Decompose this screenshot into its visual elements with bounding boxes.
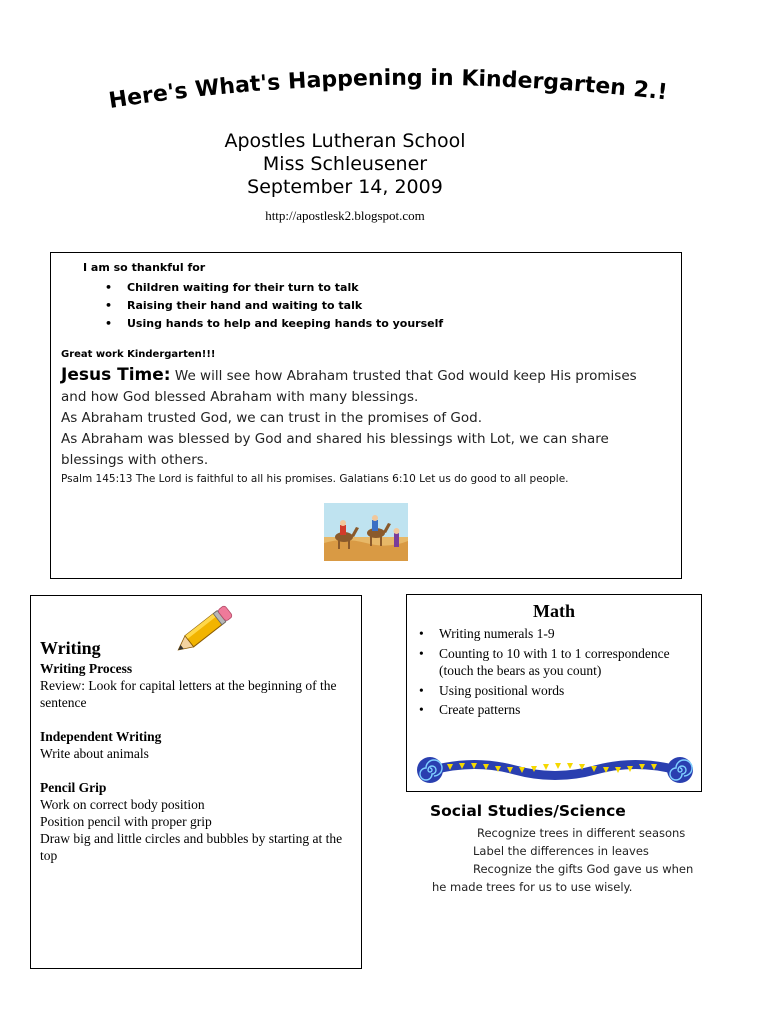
writing-title: Writing: [40, 638, 101, 658]
list-item: • Using positional words: [439, 682, 689, 700]
writing-process-text: Review: Look for capital letters at the beginning of the sentence: [40, 678, 337, 710]
pencil-grip-line: Work on correct body position: [40, 797, 205, 812]
social-studies-title: Social Studies/Science: [430, 802, 626, 820]
teacher-name: Miss Schleusener: [262, 153, 428, 175]
social-studies-content: [432, 824, 752, 896]
math-list: [439, 625, 689, 721]
pencil-icon: [177, 600, 239, 656]
math-title: Math: [533, 601, 575, 621]
social-studies-line: he made trees for us to use wisely.: [432, 880, 633, 894]
jesus-time-line: As Abraham was blessed by God and shared his blessings with Lot, we can share blessings with others.: [61, 431, 609, 468]
social-studies-line: Recognize the gifts God gave us when: [473, 862, 694, 876]
list-item: • Counting to 10 with 1 to 1 correspondence (touch the bears as you count): [439, 645, 689, 680]
thankful-list: [105, 279, 443, 333]
thankful-title: I am so thankful for: [83, 261, 206, 274]
bible-verse: Psalm 145:13 The Lord is faithful to all his promises. Galatians 6:10 Let us do good to all people.: [61, 473, 569, 485]
jesus-time-line: We will see how Abraham trusted that God would keep His promises and how God blessed Abraham with many blessings.: [61, 368, 637, 405]
writing-box: [30, 595, 362, 969]
newsletter-title: [90, 60, 690, 130]
jesus-time-section: [61, 365, 661, 471]
pencil-grip-line: Draw big and little circles and bubbles by starting at the top: [40, 831, 343, 863]
jesus-time-heading: Jesus Time:: [61, 365, 171, 385]
independent-writing-heading: Independent Writing: [40, 729, 162, 744]
list-item: • Writing numerals 1-9: [439, 625, 689, 643]
school-name: Apostles Lutheran School: [224, 130, 466, 152]
list-item: • Create patterns: [439, 701, 689, 719]
decorative-border-icon: [415, 755, 695, 785]
social-studies-line: Label the differences in leaves: [473, 844, 649, 858]
jesus-time-line: As Abraham trusted God, we can trust in the promises of God.: [61, 410, 482, 426]
newsletter-title-text: Here's What's Happening in Kindergarten 2.!: [107, 65, 669, 114]
list-item: • Raising their hand and waiting to talk: [105, 297, 443, 315]
list-item: • Children waiting for their turn to talk: [105, 279, 443, 297]
school-info: [200, 130, 490, 199]
blog-link[interactable]: http://apostlesk2.blogspot.com: [265, 208, 425, 223]
great-work-text: Great work Kindergarten!!!: [61, 349, 216, 360]
newsletter-date: September 14, 2009: [247, 176, 443, 198]
writing-process-heading: Writing Process: [40, 661, 133, 676]
list-item: • Using hands to help and keeping hands to yourself: [105, 315, 443, 333]
social-studies-line: Recognize trees in different seasons: [477, 826, 686, 840]
writing-content: [40, 660, 350, 864]
independent-writing-text: Write about animals: [40, 746, 149, 761]
math-box: [406, 594, 702, 792]
pencil-grip-line: Position pencil with proper grip: [40, 814, 212, 829]
camel-caravan-icon: [324, 503, 408, 561]
pencil-grip-heading: Pencil Grip: [40, 780, 107, 795]
thankful-jesus-box: [50, 252, 682, 579]
svg-text:Here's What's Happening in Kin: [107, 66, 668, 114]
